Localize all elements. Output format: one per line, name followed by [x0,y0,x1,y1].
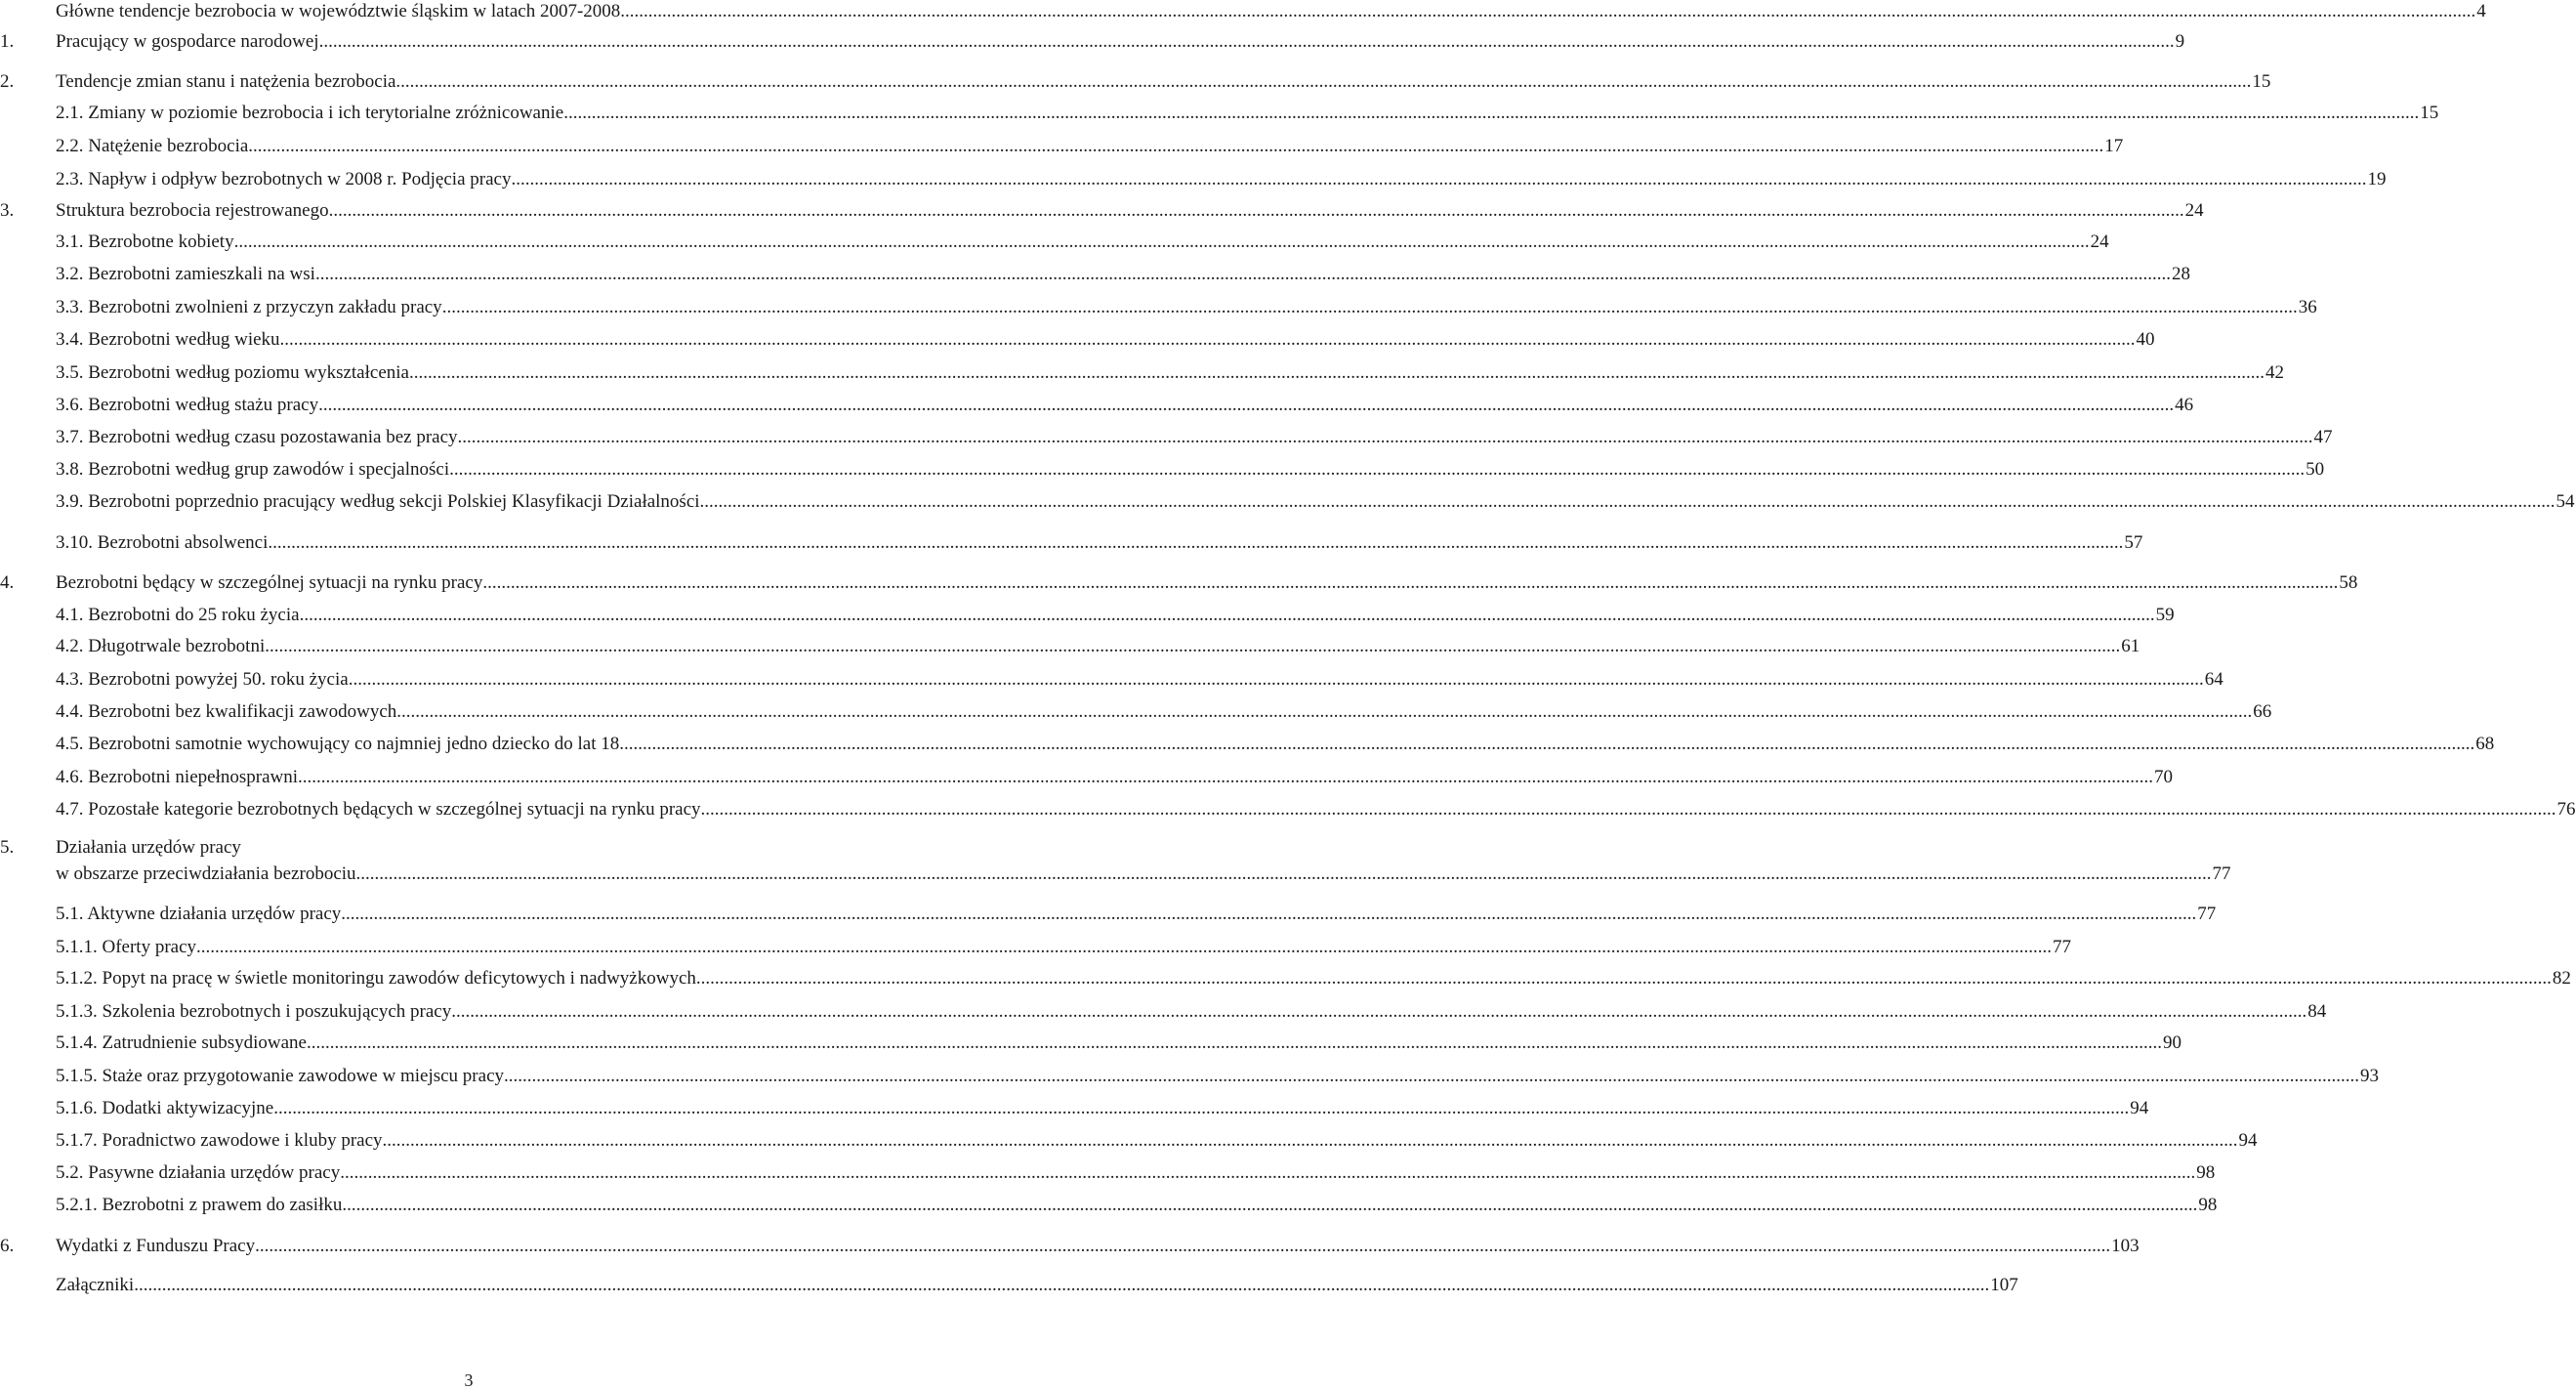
dot-leader: ................................................................................................................................................................................................................................................................................................................................................................................................................ [298,767,2154,787]
toc-entry[interactable] [0,134,2124,159]
dot-leader: ................................................................................................................................................................................................................................................................................................................................................................................................................ [348,669,2204,690]
toc-entry[interactable] [0,1064,2379,1089]
toc-entry[interactable] [0,1160,2216,1186]
toc-entry-title: 4.1. Bezrobotni do 25 roku życia [56,605,300,625]
toc-entry-title: Załączniki [56,1275,135,1295]
toc-entry-page: 15 [2252,71,2271,92]
toc-entry-page: 24 [2184,200,2204,221]
dot-leader: ................................................................................................................................................................................................................................................................................................................................................................................................................ [273,1098,2130,1118]
toc-entry-number: 4. [0,572,15,593]
toc-entry-page: 84 [2307,1001,2327,1022]
dot-leader: ................................................................................................................................................................................................................................................................................................................................................................................................................ [355,863,2212,884]
toc-entry-page: 76 [2556,799,2576,820]
toc-entry-title: 3.4. Bezrobotni według wieku [56,329,280,350]
dot-leader: ................................................................................................................................................................................................................................................................................................................................................................................................................ [620,1,2476,21]
dot-leader: ................................................................................................................................................................................................................................................................................................................................................................................................................ [408,362,2264,383]
toc-entry-page: 94 [2130,1098,2149,1118]
dot-leader: ................................................................................................................................................................................................................................................................................................................................................................................................................ [342,1195,2198,1215]
toc-entry[interactable] [0,999,2327,1025]
toc-entry-page: 50 [2306,459,2325,480]
dot-leader: ................................................................................................................................................................................................................................................................................................................................................................................................................ [700,799,2556,820]
toc-entry-page: 77 [2053,937,2072,957]
toc-entry-title-line2: w obszarze przeciwdziałania bezrobociu [56,863,356,884]
toc-entry-title: 3.8. Bezrobotni według grup zawodów i specjalności [56,459,450,480]
dot-leader: ................................................................................................................................................................................................................................................................................................................................................................................................................ [299,605,2155,625]
toc-entry-number: 6. [0,1236,15,1256]
dot-leader: ................................................................................................................................................................................................................................................................................................................................................................................................................ [482,572,2339,593]
toc-entry[interactable] [0,699,2272,725]
toc-entry-title: 4.5. Bezrobotni samotnie wychowujący co najmniej jedno dziecko do lat 18 [56,734,620,754]
toc-entry-title: 4.4. Bezrobotni bez kwalifikacji zawodowych [56,701,397,722]
toc-entry[interactable] [0,198,2204,224]
toc-entry[interactable] [0,262,2190,287]
toc-entry[interactable] [0,966,2571,991]
toc-entry-title: 3.2. Bezrobotni zamieszkali na wsi [56,264,315,284]
toc-entry[interactable] [0,230,2109,255]
dot-leader: ................................................................................................................................................................................................................................................................................................................................................................................................................ [441,297,2298,317]
dot-leader: ................................................................................................................................................................................................................................................................................................................................................................................................................ [511,169,2367,190]
toc-entry[interactable] [0,732,2495,757]
toc-entry-page: 42 [2264,362,2284,383]
toc-entry-page: 17 [2104,136,2124,156]
toc-entry-title: 5.2.1. Bezrobotni z prawem do zasiłku [56,1195,343,1215]
toc-entry-title: 5.2. Pasywne działania urzędów pracy [56,1162,341,1183]
toc-entry-title: 3.6. Bezrobotni według stażu pracy [56,395,319,415]
toc-entry[interactable] [0,603,2175,628]
dot-leader: ................................................................................................................................................................................................................................................................................................................................................................................................................ [619,734,2475,754]
toc-entry-page: 15 [2420,103,2439,123]
toc-entry-page: 66 [2253,701,2272,722]
toc-entry-title: 4.6. Bezrobotni niepełnosprawni [56,767,299,787]
toc-entry-title: 5.1.2. Popyt na pracę w świetle monitoringu zawodów deficytowych i nadwyżkowych [56,968,696,989]
toc-entry[interactable] [0,1096,2149,1121]
page-number: 3 [464,1370,474,1390]
toc-entry-title: 4.2. Długotrwale bezrobotni [56,636,266,656]
dot-leader: ................................................................................................................................................................................................................................................................................................................................................................................................................ [265,636,2121,656]
toc-entry-title: 4.3. Bezrobotni powyżej 50. roku życia [56,669,349,690]
toc-entry-title: 3.9. Bezrobotni poprzednio pracujący według sekcji Polskiej Klasyfikacji Działalności [56,491,700,512]
toc-entry-page: 46 [2175,395,2194,415]
toc-entry[interactable] [0,360,2284,386]
toc-entry-title: 5.1.6. Dodatki aktywizacyjne [56,1098,274,1118]
toc-entry-page: 94 [2238,1130,2258,1151]
toc-entry-title: 3.5. Bezrobotni według poziomu wykształcenia [56,362,409,383]
toc-entry[interactable] [0,935,2072,960]
toc-entry[interactable] [0,570,2358,596]
dot-leader: ................................................................................................................................................................................................................................................................................................................................................................................................................ [255,1236,2111,1256]
toc-entry-number: 2. [0,71,15,92]
dot-leader: ................................................................................................................................................................................................................................................................................................................................................................................................................ [340,1162,2196,1183]
toc-entry[interactable] [0,765,2174,790]
dot-leader: ................................................................................................................................................................................................................................................................................................................................................................................................................ [563,103,2420,123]
dot-leader: ................................................................................................................................................................................................................................................................................................................................................................................................................ [457,427,2313,447]
toc-entry-title: Główne tendencje bezrobocia w województwie śląskim w latach 2007-2008 [56,1,621,21]
toc-entry-page: 107 [1990,1275,2018,1295]
toc-entry-title: 5.1.7. Poradnictwo zawodowe i kluby pracy [56,1130,383,1151]
toc-entry-title: Wydatki z Funduszu Pracy [56,1236,256,1256]
toc-entry-title: 3.7. Bezrobotni według czasu pozostawania bez pracy [56,427,458,447]
toc-entry-title: Bezrobotni będący w szczególnej sytuacji na rynku pracy [56,572,483,593]
toc-entry-title: Pracujący w gospodarce narodowej [56,31,319,52]
dot-leader: ................................................................................................................................................................................................................................................................................................................................................................................................................ [699,491,2555,512]
toc-entry-page: 98 [2196,1162,2216,1183]
toc-entry[interactable] [0,101,2439,126]
dot-leader: ................................................................................................................................................................................................................................................................................................................................................................................................................ [196,937,2053,957]
toc-entry-page: 98 [2198,1195,2218,1215]
dot-leader: ................................................................................................................................................................................................................................................................................................................................................................................................................ [306,1032,2162,1053]
dot-leader: ................................................................................................................................................................................................................................................................................................................................................................................................................ [268,532,2124,553]
toc-entry-title: 3.1. Bezrobotne kobiety [56,232,234,252]
toc-entry-page: 19 [2367,169,2387,190]
toc-entry[interactable] [0,1234,2140,1259]
toc-entry-page: 90 [2162,1032,2181,1053]
toc-entry[interactable] [0,69,2271,95]
toc-entry[interactable] [0,1128,2258,1154]
toc-entry[interactable] [0,167,2387,192]
dot-leader: ................................................................................................................................................................................................................................................................................................................................................................................................................ [341,904,2197,924]
dot-leader: ................................................................................................................................................................................................................................................................................................................................................................................................................ [449,459,2306,480]
toc-entry-page: 59 [2155,605,2175,625]
dot-leader: ................................................................................................................................................................................................................................................................................................................................................................................................................ [314,264,2171,284]
toc-entry[interactable] [0,1273,2018,1298]
toc-entry-title: 2.3. Napływ i odpływ bezrobotnych w 2008 r. Podjęcia pracy [56,169,512,190]
toc-entry-number: 5. [0,837,15,858]
toc-entry-title: 2.2. Natężenie bezrobocia [56,136,249,156]
dot-leader: ................................................................................................................................................................................................................................................................................................................................................................................................................ [233,232,2090,252]
dot-leader: ................................................................................................................................................................................................................................................................................................................................................................................................................ [395,71,2252,92]
toc-entry-page: 82 [2552,968,2571,989]
toc-entry[interactable] [0,797,2576,822]
toc-entry-page: 9 [2175,31,2185,52]
toc-entry[interactable] [0,425,2333,450]
toc-entry-title: 3.10. Bezrobotni absolwenci [56,532,269,553]
toc-entry[interactable] [0,530,2143,556]
toc-entry-page: 28 [2171,264,2190,284]
dot-leader: ................................................................................................................................................................................................................................................................................................................................................................................................................ [695,968,2552,989]
toc-entry[interactable] [0,457,2325,483]
toc-entry[interactable] [0,1193,2218,1218]
toc-entry-page: 40 [2136,329,2155,350]
toc-entry-page: 77 [2197,904,2217,924]
toc-entry[interactable] [0,835,2231,884]
dot-leader: ................................................................................................................................................................................................................................................................................................................................................................................................................ [328,200,2184,221]
toc-entry[interactable] [0,667,2223,693]
toc-entry[interactable] [0,902,2217,927]
toc-entry-page: 64 [2204,669,2223,690]
toc-entry-title: Struktura bezrobocia rejestrowanego [56,200,329,221]
dot-leader: ................................................................................................................................................................................................................................................................................................................................................................................................................ [279,329,2136,350]
toc-entry-title: Działania urzędów pracy [56,837,241,858]
toc-entry[interactable] [0,1031,2181,1056]
dot-leader: ................................................................................................................................................................................................................................................................................................................................................................................................................ [396,701,2253,722]
toc-entry[interactable] [0,634,2140,659]
toc-entry[interactable] [0,327,2155,353]
toc-entry-title: Tendencje zmian stanu i natężenia bezrobocia [56,71,396,92]
toc-entry-page: 93 [2360,1066,2379,1086]
toc-entry-page: 58 [2339,572,2358,593]
toc-entry-page: 61 [2121,636,2140,656]
dot-leader: ................................................................................................................................................................................................................................................................................................................................................................................................................ [504,1066,2359,1086]
toc-entry[interactable] [0,29,2185,55]
dot-leader: ................................................................................................................................................................................................................................................................................................................................................................................................................ [134,1275,1990,1295]
toc-entry-title: 5.1.3. Szkolenia bezrobotnych i poszukujących pracy [56,1001,452,1022]
toc-entry-number: 3. [0,200,15,221]
toc-entry-page: 36 [2298,297,2317,317]
toc-entry-page: 70 [2154,767,2174,787]
toc-entry-page: 68 [2475,734,2495,754]
toc-entry-title: 5.1.1. Oferty pracy [56,937,197,957]
toc-entry-title: 2.1. Zmiany w poziomie bezrobocia i ich terytorialne zróżnicowanie [56,103,564,123]
toc-entry-title: 5.1.4. Zatrudnienie subsydiowane [56,1032,307,1053]
dot-leader: ................................................................................................................................................................................................................................................................................................................................................................................................................ [248,136,2104,156]
dot-leader: ................................................................................................................................................................................................................................................................................................................................................................................................................ [451,1001,2307,1022]
toc-entry-title: 4.7. Pozostałe kategorie bezrobotnych będących w szczególnej sytuacji na rynku pracy [56,799,701,820]
toc-entry-page: 47 [2313,427,2333,447]
toc-entry-title: 5.1. Aktywne działania urzędów pracy [56,904,342,924]
toc-entry[interactable] [0,393,2194,418]
toc-entry-page: 57 [2124,532,2143,553]
dot-leader: ................................................................................................................................................................................................................................................................................................................................................................................................................ [318,395,2175,415]
toc-entry[interactable] [0,295,2317,320]
toc-entry-number: 1. [0,31,15,52]
dot-leader: ................................................................................................................................................................................................................................................................................................................................................................................................................ [318,31,2175,52]
toc-entry-title: 3.3. Bezrobotni zwolnieni z przyczyn zakładu pracy [56,297,442,317]
toc-entry[interactable] [0,0,2486,24]
toc-entry-page: 103 [2111,1236,2140,1256]
toc-entry[interactable] [0,489,2575,515]
toc-entry-page: 54 [2555,491,2575,512]
toc-entry-title: 5.1.5. Staże oraz przygotowanie zawodowe w miejscu pracy [56,1066,504,1086]
toc-entry-page: 4 [2476,1,2486,21]
toc-entry-page: 24 [2090,232,2109,252]
dot-leader: ................................................................................................................................................................................................................................................................................................................................................................................................................ [382,1130,2238,1151]
toc-entry-page: 77 [2212,863,2231,884]
